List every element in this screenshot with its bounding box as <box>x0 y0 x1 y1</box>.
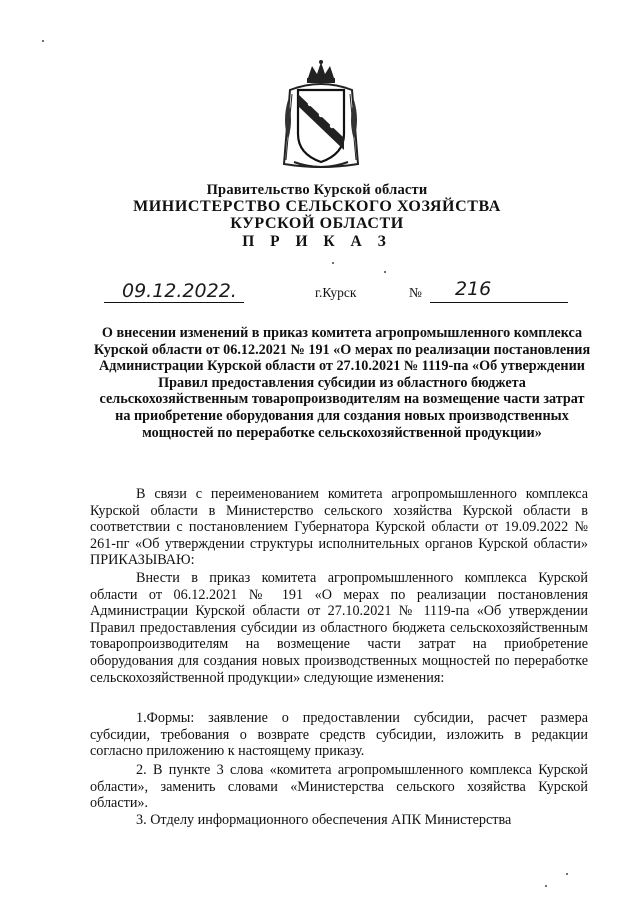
paragraph-amendment: Внести в приказ комитета агропромышленного комплекса Курской области от 06.12.2021 № 191 «О мерах по реализации постановления Администрации Курской области от 27.10.2021 № 1119-па «Об утверждении Правил предоставления субсидии из областного бюджета сельскохозяйственным товаропроизводителям на возмещение части затрат на приобретение оборудования для создания новых производственных мощностей по переработке сельскохозяйственной продукции» следующие изменения: <box>90 570 588 686</box>
order-number-handwritten: 216 <box>455 278 492 300</box>
number-underline <box>430 301 568 303</box>
scan-speck <box>384 271 386 273</box>
order-date-handwritten: 09.12.2022. <box>122 280 237 302</box>
scan-speck <box>566 873 568 875</box>
number-label: № <box>409 285 422 300</box>
document-type: П Р И К А З <box>242 233 392 250</box>
date-underline <box>104 301 244 303</box>
region-name: КУРСКОЙ ОБЛАСТИ <box>230 215 404 232</box>
government-name: Правительство Курской области <box>206 182 428 198</box>
paragraph-preamble: В связи с переименованием комитета агропромышленного комплекса Курской области в Министерство сельского хозяйства Курской области в соответствии с постановлением Губернатора Курской области от 19.09.2022 № 261-пг «Об утверждении структуры исполнительных органов Курской области» ПРИКАЗЫВАЮ: <box>90 486 588 569</box>
scan-speck <box>332 262 334 264</box>
paragraph-item-1: 1.Формы: заявление о предоставлении субсидии, расчет размера субсидии, требования о возврате средств субсидии, изложить в редакции согласно приложению к настоящему приказу. <box>90 710 588 760</box>
paragraph-item-2: 2. В пункте 3 слова «комитета агропромышленного комплекса Курской области», заменить словами «Министерства сельского хозяйства Курской области». <box>90 762 588 812</box>
scan-speck <box>42 40 44 42</box>
city-label: г.Курск <box>315 285 357 300</box>
coat-of-arms-emblem <box>280 60 362 172</box>
scan-speck <box>545 885 547 887</box>
order-title: О внесении изменений в приказ комитета агропромышленного комплекса Курской области от 06.12.2021 № 191 «О мерах по реализации постановления Администрации Курской области от 27.10.2021 № 1119-па «Об утверждении Правил предоставления субсидии из областного бюджета сельскохозяйственным товаропроизводителям на возмещение части затрат на приобретение оборудования для создания новых производственных мощностей по переработке сельскохозяйственной продукции» <box>93 325 591 441</box>
ministry-name: МИНИСТЕРСТВО СЕЛЬСКОГО ХОЗЯЙСТВА <box>133 198 501 215</box>
paragraph-item-3: 3. Отделу информационного обеспечения АПК Министерства <box>136 812 512 828</box>
